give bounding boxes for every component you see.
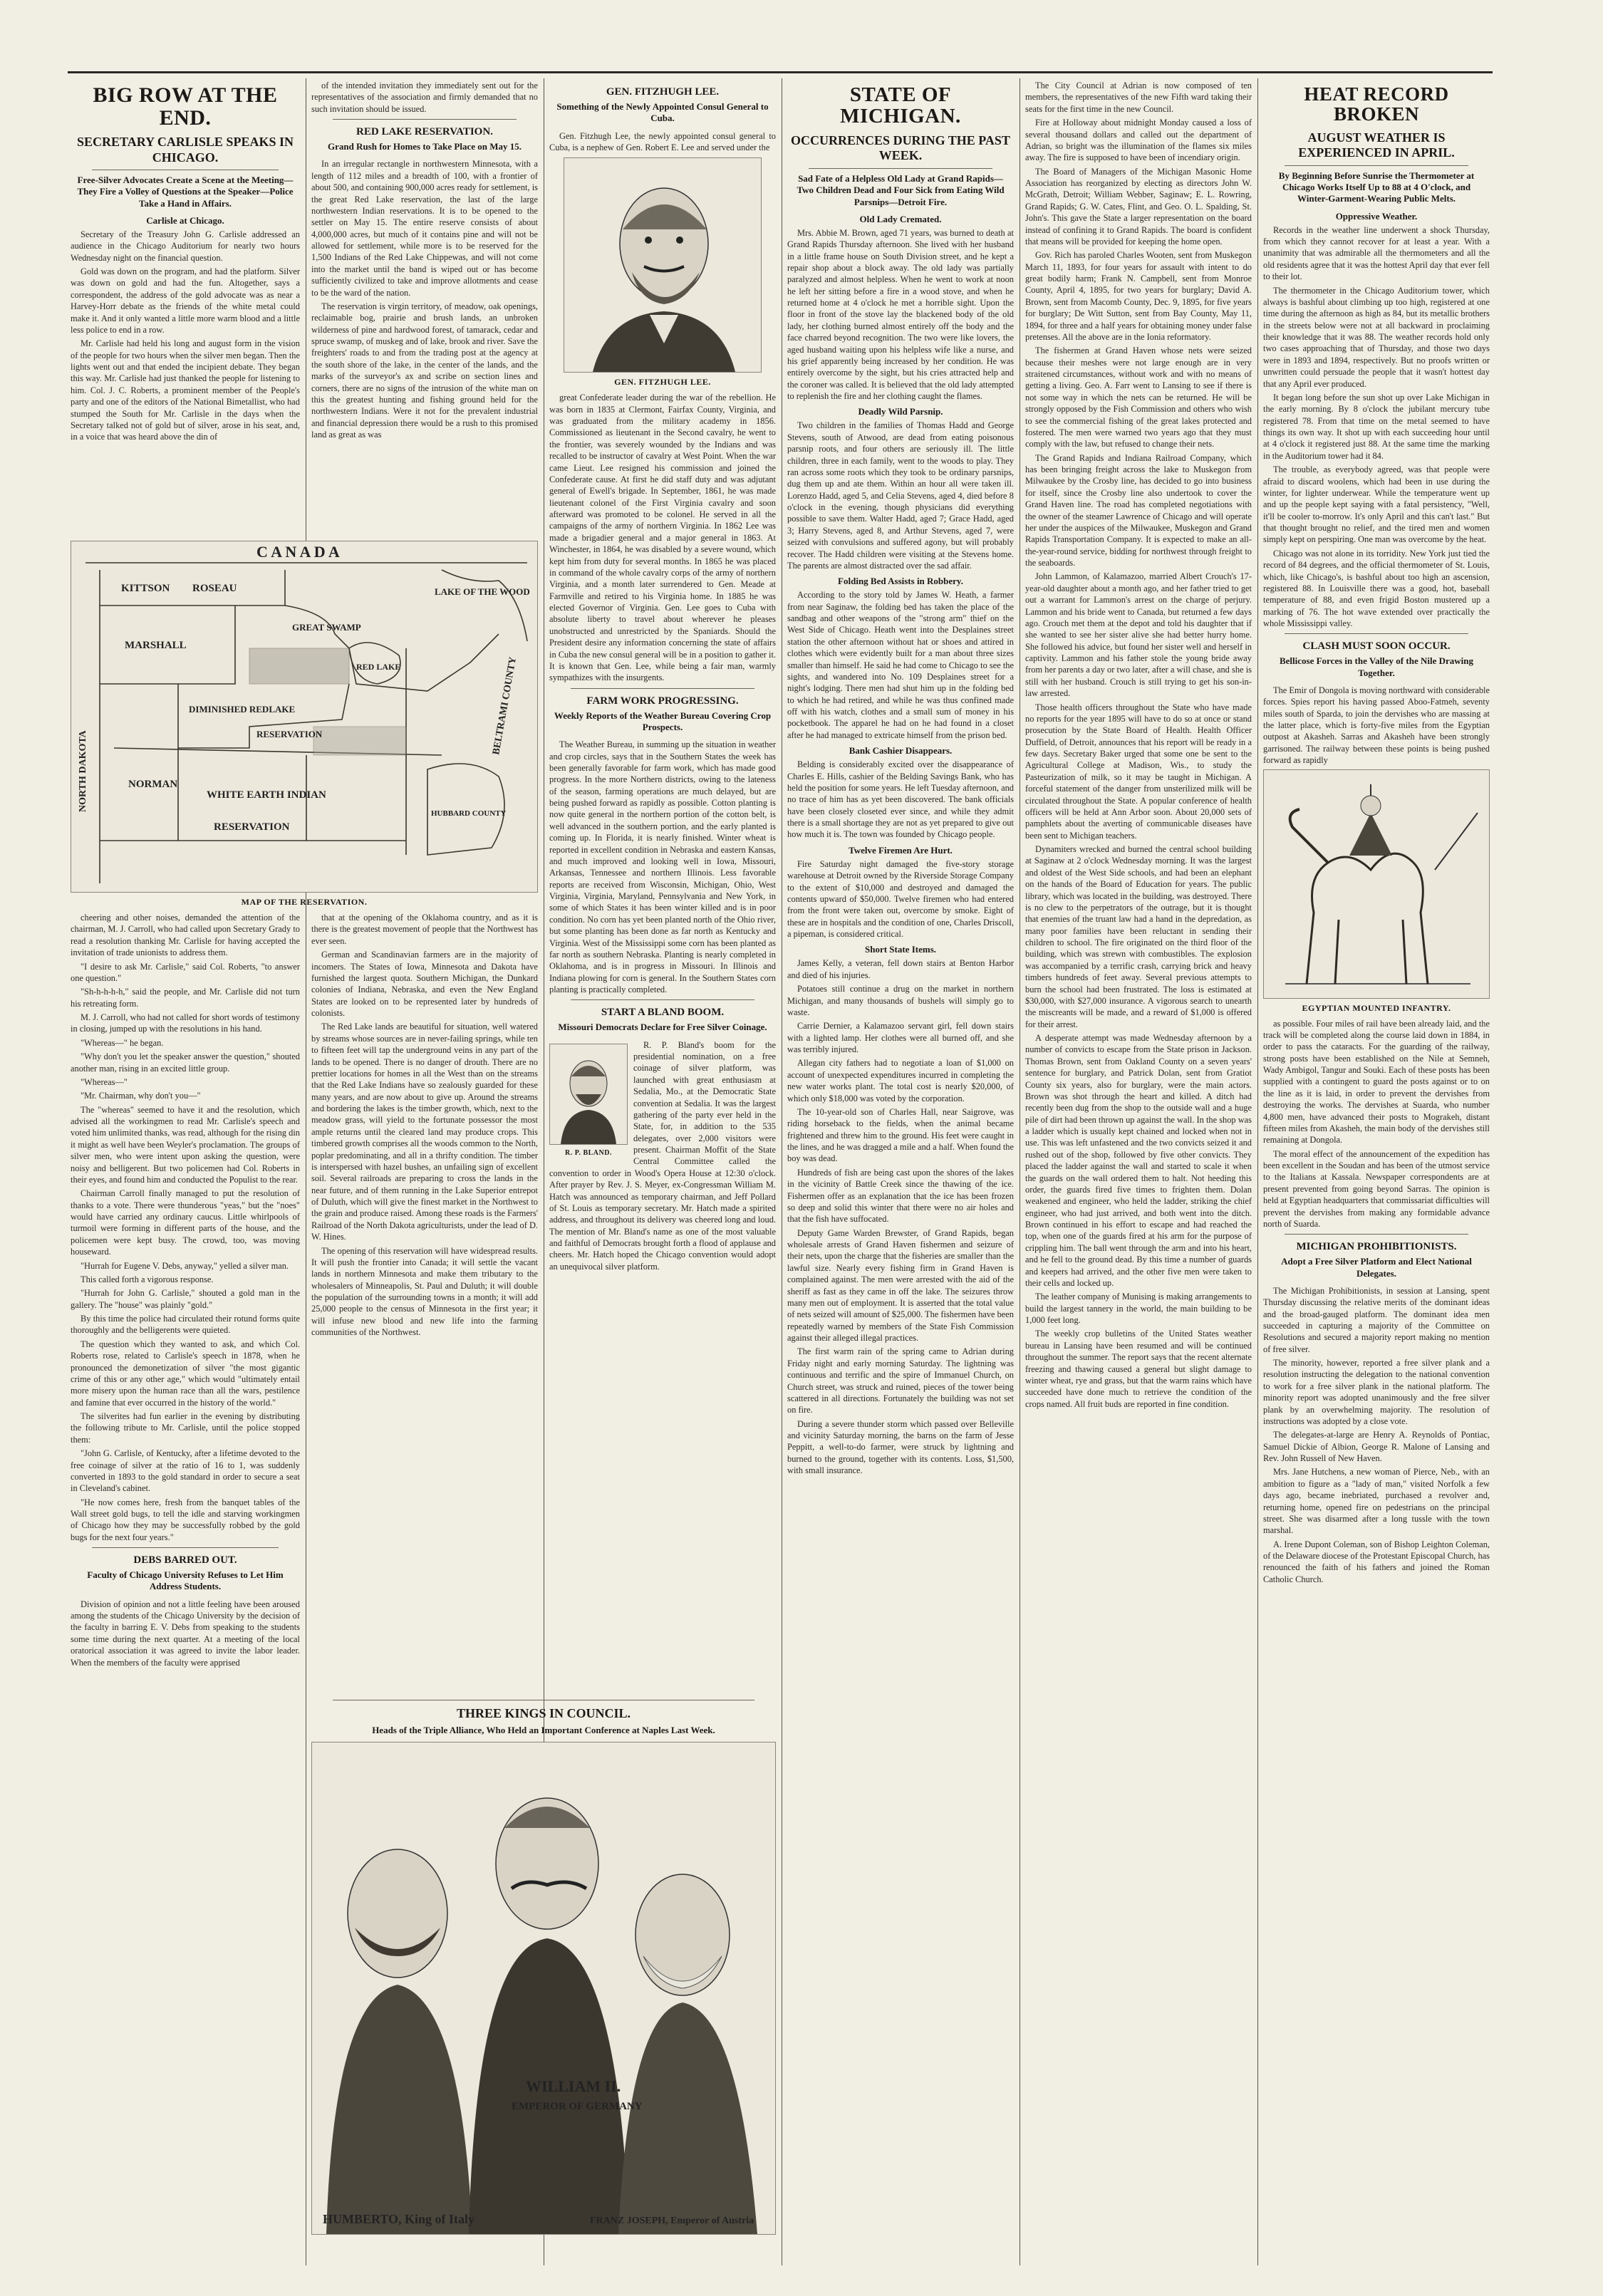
map-label-hubbard: HUBBARD COUNTY — [431, 809, 507, 818]
headline-farm: FARM WORK PROGRESSING. — [586, 695, 739, 707]
subhead-oppressive: Oppressive Weather. — [1335, 210, 1418, 222]
reservation-map — [71, 541, 538, 893]
paragraph: In an irregular rectangle in northwestern Minnesota, with a length of 112 miles and a breadth of 100, with a frontier of about 500, and containing 900,000 acres ready for settlement, is the great Red Lake reservation, the last of the large northwestern Indian reservations. It is to be opened to the settler on May 15. The entire reserve consists of about 4,000,000 acres, but much of it contains pine and will not be allowed for settlement, while more is to be reserved for the 1,500 Indians of the Red Lake Chippewas, and will not come into the market until the band is wiped out or has become sufficiently civilized to take and improve allotments and cease to be the ward of the nation. — [311, 159, 538, 298]
paragraph: The leather company of Munising is making arrangements to build the largest tannery in the world, the main building to be 1,000 feet long. — [1025, 1292, 1252, 1325]
lee-caption: GEN. FITZHUGH LEE. — [614, 377, 711, 388]
divider — [333, 119, 517, 120]
subhead-bank: Bank Cashier Disappears. — [849, 745, 953, 757]
paragraph: "Whereas—" — [81, 1076, 128, 1087]
paragraph: The question which they wanted to ask, and which Col. Roberts rose, related to Carlisle's speech in 1878, when he pronounced the demonetization of silver "the most gigantic crime of this or any other age," which would "ultimately entail more misery upon the human race than all the wars, pestilence and famine that ever occurred in the history of the world." — [71, 1339, 300, 1408]
subhead-folding-bed: Folding Bed Assists in Robbery. — [838, 576, 963, 587]
kings-illustration — [311, 1742, 776, 2235]
label-humbert: HUMBERTO, King of Italy — [323, 2211, 475, 2226]
paragraph: Hundreds of fish are being cast upon the shores of the lakes in the vicinity of Battle Creek since the thawing of the ice. Fishermen offer as an explanation that the ice has been frozen so deep and solid this winter that there were no air holes and that the fish have suffocated. — [787, 1167, 1014, 1225]
paragraph: This called forth a vigorous response. — [81, 1274, 214, 1284]
lee-engraving — [564, 158, 761, 372]
headline-heat-record: HEAT RECORD BROKEN — [1304, 83, 1449, 125]
reservation-map-figure — [71, 538, 538, 908]
bland-caption: R. P. BLAND. — [565, 1148, 612, 1157]
paragraph: Dynamiters wrecked and burned the central school building at Saginaw at 2 o'clock Wednesday morning. It was the largest and oldest of the West Side schools, and had been an elephant on the hands of the Board of Education for years. The public library, which was located in the building, was destroyed. There is no clew to the perpetrators of the outrage, but it is thought that enemies of the truant law had a hand in the depredation, as many poor families have been reluctant in sending their children to school. The fire originated on the third floor of the building, which was strewn with combustibles. The explosion was accompanied by a terrific crash, carrying brick and heavy timbers hundreds of feet away. Several previous attempts to burn the school had been frustrated. The loss is estimated at $30,000, with $27,000 insurance. A vigorous search to unearth the miscreants will be made, and a reward of $1,000 is offered for their arrest. — [1025, 844, 1252, 1029]
paragraph: great Confederate leader during the war of the rebellion. He was born in 1835 at Clermont, Fairfax County, Virginia, and was graduated from the military academy in 1856. Commissioned as lieutenant in the Second cavalry, he went to the frontier, was severely wounded by the Indians and was recalled to be instructor of cavalry at West Point. When the war came Lieut. Lee resigned his commission and joined the Confederate cause. At first he did staff duty and was adjutant general of Ewell's brigade. In September, 1861, he was made lieutenant colonel of the First Virginia cavalry and soon afterward was promoted to be colonel. He served in all the campaigns of the army of northern Virginia. In 1862 Lee was made a brigadier general and a major general in 1863. At Winchester, in 1864, he was disabled by a severe wound, which kept him from duty for several months. In 1865 he was placed in command of the whole cavalry corps of the army of northern Virginia, and a month later surrendered to Gen. Meade at Farmville and retired to his Virginia home. In 1885 he was elected Governor of Virginia. Gen. Lee goes to Cuba with absolute liberty to travel about wherever he pleases unobstructed and unrestricted by the Spaniards. Should the President desire any information concerning the state of affairs in Cuba the new consul general will be in a position to gather it. It is known that Gen. Lee, while being a fair man, warmly sympathizes with the insurgents. — [549, 393, 776, 683]
subhead-michigan: OCCURRENCES DURING THE PAST WEEK. — [791, 133, 1010, 163]
subhead-parsnip: Deadly Wild Parsnip. — [858, 406, 943, 417]
divider — [1285, 165, 1468, 166]
bland-engraving — [550, 1044, 627, 1144]
paragraph: of the intended invitation they immediately sent out for the representatives of the association and firmly demanded that no such invitation should be issued. — [311, 80, 538, 114]
paragraph: M. J. Carroll, who had not called for short words of testimony in closing, jumped up with the resolutions in his hand. — [71, 1012, 300, 1034]
paragraph: The thermometer in the Chicago Auditorium tower, which always is bashful about climbing up too high, registered at one time during the afternoon as high as 84, but its metallic brothers in the streets below were not at all backward in proclaiming their knowledge that it was 88. The weather records hold only two cases approaching that of Thursday, and those two days were in 1893 and 1894, respectively. But no proofs written or unwritten could persuade the people that it wasn't hottest day that any April ever produced. — [1263, 285, 1490, 389]
three-kings-section — [311, 1695, 776, 2262]
headline-big-row: BIG ROW AT THE END. — [93, 83, 278, 130]
column-1-bottom — [71, 912, 300, 2262]
paragraph: that at the opening of the Oklahoma country, and as it is there is the greatest movement of people that the Northwest has ever seen. — [311, 913, 538, 946]
deck-red-lake: Grand Rush for Homes to Take Place on May 15. — [327, 141, 522, 152]
deck-debs: Faculty of Chicago University Refuses to Let Him Address Students. — [87, 1569, 284, 1592]
paragraph: Fire Saturday night damaged the five-story storage warehouse at Detroit owned by the Riverside Storage Company to the extent of $10,000 and destroyed and damaged the contents upward of $50,000. Twelve firemen who had entered from the front were taken out, overcome by smoke. Eight of these are in hospitals and the condition of one, Charles Driscoll, a pipeman, is considered critical. — [787, 858, 1014, 940]
paragraph: John Lammon, of Kalamazoo, married Albert Crouch's 17-year-old daughter about a month ago, and her father tried to get out a warrant for Lammon's arrest on the charge of perjury. Lammon and his bride went to Canada, but returned a few days ago. Crouch met them at the depot and told his daughter that if she wanted to see her sister alive she had better hurry home. She followed his advice, but found her sister well and herself in captivity. Lammon and his father stole the young bride away from her parents a day or two later, after a will chase, and she is still with her husband. Crouch is still trying to get his son-in-law arrested. — [1025, 571, 1252, 699]
headline-kings: THREE KINGS IN COUNCIL. — [456, 1706, 631, 1720]
paragraph: The minority, however, reported a free silver plank and a resolution instructing the delegation to the national convention to work for a free silver plank in the national platform. The minority report was adopted unanimously and the free silver plank by an overwhelming majority. The resolution of instructions was adopted by a close vote. — [1263, 1358, 1490, 1426]
paragraph: According to the story told by James W. Heath, a farmer from near Saginaw, the folding bed has taken the place of the sandbag and other weapons of the "strong arm" thief on the West Side of Chicago. Heath went into the Desplaines street station the other afternoon without hat or shoes and attired in clothes which were evidently built for a man about three sizes smaller than himself. He said he had come to Chicago to see the sights, and wandered into No. 109 Desplaines street for a night's lodging. There men had shut him up in the folding bed to which he had retired, and while he was thus confined made off with his watch, clothes and a small sum of money in his pocketbook. The apparel he had on he had found in a closet after he had managed to extricate himself from the prison bed. — [787, 590, 1014, 740]
map-label-diminished: DIMINISHED REDLAKE — [189, 704, 296, 715]
divider — [92, 1547, 279, 1548]
paragraph: "Whereas—" he began. — [81, 1037, 164, 1048]
paragraph: "Mr. Chairman, why don't you—" — [81, 1091, 201, 1101]
paragraph: Division of opinion and not a little feeling have been aroused among the students of the Chicago University by the decision of the faculty in barring E. V. Debs from speaking to the students some time during the next quarter. At a meeting of the local oratorical association it was agreed to invite the labor leader. When the members of the faculty were apprised — [71, 1599, 300, 1668]
paragraph: Those health officers throughout the State who have made no reports for the year 1895 will have to do so at once or stand prosecution by the State Board of Health. Health Officer Duffield, of Detroit, announces that his report will be ready in a few days. Secretary Baker urged that some one be sent to the Agricultural College at Madison, Wis., to study the Pasteurization of milk, so it may be taught in Michigan. A forceful statement of the danger from unsterilized milk will be circulated throughout the State. A popular conference of health officers will be held at Ann Arbor soon. About 20,000 sets of pamphlets about the averting of communicable diseases have been sent to Michigan teachers. — [1025, 702, 1252, 841]
paragraph: Mrs. Abbie M. Brown, aged 71 years, was burned to death at Grand Rapids Thursday afternoon. She lived with her husband in a little frame house on South Division street, and he kept a repair shop about a block away. The old lady was partially paralyzed and almost helpless. When he went to work at noon he left her sitting before a fire in a wood stove, and when he returned home at 4 o'clock he met a horrible sight. Upon the floor in front of the stove lay the blackened body of the old lady, her clothing burned almost entirely off the body and the face charred beyond recognition. The two were like lovers, the aged husband waiting upon his helpless wife like a nurse, and his grief apparently being increased by her condition. He was entirely overcome by the sight, but his cries attracted help and the coroner was called. It is believed that the old lady attempted to replenish the fire and her clothing caught the flames. — [787, 227, 1014, 402]
paragraph: Deputy Game Warden Brewster, of Grand Rapids, began wholesale arrests of Grand Haven fishermen and seizure of their nets, upon the charge that the fisheries are smaller than the lawful size. Nearly every fishing firm in Grand Haven is complained against. The men were arrested with the aid of the sheriff as fast as they came in off the lake. The seizures throw many men out of employment. It is asserted that the total value of nets seized will amount of $25,000. The fishermen have been repeatedly warned by members of the State Fish Commission against their alleged illegal practices. — [787, 1227, 1014, 1344]
paragraph: The moral effect of the announcement of the expedition has been excellent in the Soudan and has been of the utmost service to the Italians at Kassala. Newspaper correspondents are at present prevented from going beyond Sarras. The opinion is held at Egyptian headquarters that commissariat difficulties will prevent the dervishes from making any formidable advance north of Suarda. — [1263, 1148, 1490, 1229]
deck-kings: Heads of the Triple Alliance, Who Held an Important Conference at Naples Last Week. — [372, 1724, 715, 1735]
subhead-short-items: Short State Items. — [864, 944, 936, 955]
portrait-lee — [564, 157, 762, 373]
map-label-roseau: ROSEAU — [192, 583, 237, 594]
headline-red-lake: RED LAKE RESERVATION. — [356, 126, 493, 138]
deck-bland: Missouri Democrats Declare for Free Silver Coinage. — [558, 1022, 767, 1033]
paragraph: The trouble, as everybody agreed, was that people were afraid to discard woolens, which had been in use during the winter, for lighter underwear. While the temperature went up and up the people kept saying with a fatal persistency, "Well, it'll be cooler to-morrow. It's only April and this can't last." But that thought brought no relief, and the tired men and women simply kept on perspiring. One man was overcome by the heat. — [1263, 464, 1490, 545]
paragraph: Allegan city fathers had to negotiate a loan of $1,000 on account of unexpected expenditures incurred in completing the new water works plant. The total cost is nearly $20,000, of which only $18,000 was voted by the corporation. — [787, 1058, 1014, 1103]
kings-engraving — [312, 1742, 775, 2234]
paragraph: A. Irene Dupont Coleman, son of Bishop Leighton Coleman, of the Delaware diocese of the Protestant Episcopal Church, has renounced the faith of his fathers and joined the Roman Catholic Church. — [1263, 1539, 1490, 1584]
paragraph: Chicago was not alone in its torridity. New York just tied the record of 84 degrees, and the official thermometer of St. Louis, which, like Chicago's, is bashful about too high an ascension, registered 88. In Louisville there was a good, hot, baseball temperature of 88, and even frigid Boston mustered up a marking of 76. The hot wave extended over practically the whole Mississippi valley. — [1263, 548, 1490, 628]
column-4 — [787, 80, 1014, 2260]
newspaper-page — [68, 71, 1493, 2265]
paragraph: The delegates-at-large are Henry A. Reynolds of Pontiac, Samuel Dickie of Albion, George R. Malone of Lansing and Rev. John Russell of New Haven. — [1263, 1430, 1490, 1463]
map-label-great-swamp: GREAT SWAMP — [292, 622, 361, 633]
egypt-caption: EGYPTIAN MOUNTED INFANTRY. — [1302, 1002, 1451, 1013]
map-label-lake-of-woods: LAKE OF THE WOOD — [435, 586, 530, 597]
paragraph: Mrs. Jane Hutchens, a new woman of Pierce, Neb., with an ambition to figure as a "lady of man," visited Norfolk a few days ago, became inebriated, purchased a revolver and, returning home, opened fire on pedestrians on the principal street. She was disarmed after a long tussle with the town marshal. — [1263, 1467, 1490, 1536]
map-label-north-dakota: NORTH DAKOTA — [78, 730, 88, 812]
paragraph: "He now comes here, fresh from the banquet tables of the Wall street gold bugs, to tell the idle and starving workingmen of Chicago how they may be successfully robbed by the gold bugs for the next four years." — [71, 1497, 300, 1542]
paragraph: as possible. Four miles of rail have been already laid, and the track will be completed along the course laid down in 1884, in order to pass the cataracts. For the guarding of the railway, strong posts have been established on the Nile at Semneh, Wady Ambigol, Tangur and Souki. Each of these posts has been supplied with a contingent to guard the posts against or to on the line as it is laid, in order to prevent the dervishes from destroying the works. The dervishes at Suarda, who number 4,800 men, have advanced their posts to Mograkeh, distant fifteen miles from Akasheh, the main body of the dervishes still remaining at Dongola. — [1263, 1018, 1490, 1146]
paragraph: Carrie Dernier, a Kalamazoo servant girl, fell down stairs with a lighted lamp. Her clothes were all burned off, and she was terribly injured. — [787, 1021, 1014, 1055]
paragraph: The reservation is virgin territory, of meadow, oak openings, reclaimable bog, prairie and brush lands, an unbroken wilderness of pine and hardwood forest, of tamarack, cedar and spruce swamp, of muskeg and of lake, brook and river. Save the freighters' roads to and from the trading post at the agency at the south shore of the lake, in the center of the lands, and the marks of the surveyor's ax and scribe on section lines and corners, there are no signs of the intrusion of the white man on this the greatest hunting and fishing ground held for the northwestern Indians. Were it not for the prevalent industrial and financial depression there would be a rush to this promised land as great as was — [311, 301, 538, 440]
subhead-carlisle: SECRETARY CARLISLE SPEAKS IN CHICAGO. — [77, 135, 294, 165]
camel-engraving — [1264, 770, 1489, 998]
subhead-old-lady: Old Lady Cremated. — [859, 213, 942, 224]
column-3 — [549, 80, 776, 1693]
paragraph: The Emir of Dongola is moving northward with considerable forces. Spies report his having passed Aboo-Fatmeh, seventy miles south of Sparda, to join the dervishes who are massing at the latter place, which is forty-five miles from the Egyptian outpost at Akasheh. Sarras and Akasheh have been strongly garrisoned. The railway between these points is being pushed forward as rapidly — [1263, 685, 1490, 766]
paragraph: "Why don't you let the speaker answer the question," shouted another man, rising in an excited little group. — [71, 1051, 300, 1074]
paragraph: Gen. Fitzhugh Lee, the newly appointed consul general to Cuba, is a nephew of Gen. Robert E. Lee and served under the — [549, 130, 776, 152]
paragraph: Gold was down on the program, and had the platform. Silver was down on gold and had the fun. Altogether, says a correspondent, the address of the gold advocate was as near a Harvey-Horr debate as the friends of the white metal could make it. And it only wanted a little more warm blood and a little less police to end in a row. — [71, 266, 300, 335]
paragraph: The Weather Bureau, in summing up the situation in weather and crop circles, says that in the Southern States the week has been generally favorable for farm work, which has made good progress. In the more Northern districts, owing to the lateness of the season, farming operations are much delayed, but are being pushed forward as rapidly as possible. Cotton planting is now quite general in the northern portion of the cotton belt, is well advanced in the southern portion, and the early planted is coming up. In Florida, it is nearly finished. Winter wheat is reported in excellent condition in Nebraska and eastern Kansas, and much improved and looking well in Iowa, Missouri, Arkansas, Tennessee and northern Illinois. Less favorable reports are received from Wisconsin, Michigan, Ohio, West Virginia, Virginia, Maryland, Pennsylvania and New York, in some of which States it has been winter killed and is in poor condition. No corn has yet been planted north of the Ohio river, but some planting has been done as far north as Kentucky and Virginia. West of the Mississippi some corn has been planted as far north as southern Nebraska. Planting is nearly completed in Oklahoma, and is in progress in Missouri. In Illinois and Indiana plowing for corn is general. In the Southern States corn planting is practically completed. — [549, 739, 776, 994]
paragraph: James Kelly, a veteran, fell down stairs at Benton Harbor and died of his injuries. — [787, 958, 1014, 980]
map-caption: MAP OF THE RESERVATION. — [241, 897, 368, 907]
paragraph: cheering and other noises, demanded the attention of the chairman, M. J. Carroll, who had called upon Secretary Grady to read a resolution thanking Mr. Carlisle for having accepted the invitation of trade unionists to address them. — [71, 913, 300, 958]
paragraph: During a severe thunder storm which passed over Belleville and vicinity Saturday morning, the barns on the farm of Jesse Peppitt, a well-to-do farmer, were struck by lightning and burned to the ground, together with its contents. Loss, $1,500, with small insurance. — [787, 1418, 1014, 1476]
column-5 — [1025, 80, 1252, 2260]
deck-farm: Weekly Reports of the Weather Bureau Covering Crop Prospects. — [554, 710, 772, 732]
column-1-top — [71, 80, 300, 536]
deck-clash: Bellicose Forces in the Valley of the Nile Drawing Together. — [1279, 655, 1473, 678]
label-william: WILLIAM II. — [526, 2077, 621, 2095]
divider — [571, 999, 754, 1000]
divider — [571, 688, 754, 689]
paragraph: The weekly crop bulletins of the United States weather bureau in Lansing have been resumed and will be continued throughout the summer. The report says that the recent alternate freezing and thawing caused a general but slight damage to winter wheat, rye and grass, but that the warm rains which have succeeded have done much to retrieve the condition of the crops named. All fruit buds are reported in fine condition. — [1025, 1329, 1252, 1409]
paragraph: "Sh-h-h-h-h," said the people, and Mr. Carlisle did not turn his retreating form. — [71, 987, 300, 1009]
label-william-title: EMPEROR OF GERMANY — [512, 2100, 643, 2112]
paragraph: "Hurrah for Eugene V. Debs, anyway," yelled a silver man. — [81, 1260, 289, 1271]
map-label-canada: C A N A D A — [256, 543, 340, 561]
headline-lee: GEN. FITZHUGH LEE. — [606, 86, 720, 98]
headline-michigan: STATE OF MICHIGAN. — [840, 83, 961, 128]
subhead-heat: AUGUST WEATHER IS EXPERIENCED IN APRIL. — [1298, 130, 1455, 160]
map-label-reservation-2: RESERVATION — [214, 821, 290, 833]
map-label-kittson: KITTSON — [121, 583, 170, 594]
divider — [809, 168, 992, 169]
map-label-reservation: RESERVATION — [256, 729, 323, 739]
divider — [1285, 633, 1468, 634]
egyptian-infantry-illustration — [1263, 769, 1490, 999]
deck-heat: By Beginning Before Sunrise the Thermometer at Chicago Works Itself Up to 88 at 4 O'clock, and Winter-Garment-Wearing Public Melts. — [1278, 170, 1475, 204]
paragraph: Two children in the families of Thomas Hadd and George Stevens, south of Atwood, are dead from eating poisonous parsnip roots, and four others are seriously ill. The little children, three in each family, went to the woods to play. They ran across some roots which they took to be ordinary parsnips, dug them up and ate them. Within an hour all were taken ill. Lorenzo Hadd, aged 5, and Celia Stevens, aged 4, died before 8 o'clock in the evening, though physicians did everything possible to save them. Walter Hadd, aged 7; Grace Hadd, aged 3; Harry Stevens, aged 8, and Arthur Stevens, aged 7, were seized with convulsions and suffered agony, but will probably recover. The Hadd children were visiting at the Stevens home. The parents are almost distracted over the sad affair. — [787, 420, 1014, 571]
paragraph: "John G. Carlisle, of Kentucky, after a lifetime devoted to the free coinage of silver at the ratio of 16 to 1, was suddenly converted in 1893 to the gold standard in order to secure a seat in Cleveland's cabinet. — [71, 1448, 300, 1494]
paragraph: Gov. Rich has paroled Charles Wooten, sent from Muskegon March 11, 1893, for four years for assault with intent to do great bodily harm; Frank N. Campbell, sent from Monroe County, April 4, 1895, for two years for burglary; David A. Brown, sent from Macomb County, Dec. 9, 1895, for five years for burglary; De Witt Sutton, sent from Bay County, May 11, 1894, for three and a half years for obtaining money under false pretenses. All the above are in the Ionia reformatory. — [1025, 250, 1252, 342]
paragraph: Belding is considerably excited over the disappearance of Charles E. Hills, cashier of the Belding Savings Bank, who has held the position for some years. He left Tuesday afternoon, and no trace of him has as yet been discovered. The bank officials have been closely closeted ever since, and while they admit there is a small shortage they are not as yet prepared to give out how much it is. The town was founded by Chicago people. — [787, 759, 1014, 840]
dateline-carlisle: Carlisle at Chicago. — [146, 214, 224, 226]
map-label-white-earth: WHITE EARTH INDIAN — [207, 789, 326, 801]
bland-portrait-box — [549, 1041, 628, 1161]
paragraph: "Hurrah for John G. Carlisle," shouted a gold man in the gallery. The "house" was plainly "gold." — [71, 1288, 300, 1310]
headline-debs: DEBS BARRED OUT. — [133, 1554, 237, 1567]
column-2-top — [311, 80, 538, 532]
paragraph: Chairman Carroll finally managed to put the resolution of thanks to a vote. There were thunderous "yeas," but the "noes" would have carried any ordinary caucus. Little whirlpools of turmoil were forming in different parts of the house, and the policemen were kept busy. The crowd, too, was moving houseward. — [71, 1188, 300, 1257]
map-label-marshall: MARSHALL — [125, 640, 187, 651]
headline-clash: CLASH MUST SOON OCCUR. — [1302, 640, 1451, 653]
paragraph: The first warm rain of the spring came to Adrian during Friday night and early morning Saturday. The lightning was continuous and terrific and the spire of Immanuel Church, on Church street, was struck and ruined, pieces of the tower being scattered in all directions. Fortunately the building was not set on fire. — [787, 1346, 1014, 1415]
deck-lee: Something of the Newly Appointed Consul General to Cuba. — [556, 101, 769, 124]
paragraph: Mr. Carlisle had held his long and august form in the vision of the people for two hours when the silver men began. Then the lights went out and that ended the incipient debate. They began this way. Mr. Carlisle had just thanked the people for listening to him. Col. J. C. Roberts, a prominent member of the People's party and one of the editors of the National Bimetallist, who had stumped the South for Mr. Carlisle in the days when the Secretary talked not of gold but of silver, arose in his seat, and, in a voice that was heard above the din of — [71, 338, 300, 442]
label-franz-joseph: FRANZ JOSEPH, Emperor of Austria — [590, 2215, 754, 2226]
paragraph: Fire at Holloway about midnight Monday caused a loss of several thousand dollars and called out the department of Adrian, so bright was the illumination of the flames six miles away. The fire is supposed to have been of incendiary origin. — [1025, 118, 1252, 163]
paragraph: Records in the weather line underwent a shock Thursday, from which they cannot recover for at least a year. With a unanimity that was admirable all the thermometers and all the old residents agree that it was the hottest April day that ever fell to their lot. — [1263, 224, 1490, 282]
map-label-red-lake: RED LAKE — [356, 662, 401, 672]
paragraph: The Michigan Prohibitionists, in session at Lansing, spent Thursday discussing the relative merits of the dominant ideas and the broad-gauged platform. The dominant idea men succeeded in capturing a majority of the Committee on Resolutions and secured a majority report making no mention of free silver. — [1263, 1285, 1490, 1354]
paragraph: It began long before the sun shot up over Lake Michigan in the early morning. By 8 o'clock the jubilant mercury tube registered 78. From that time on the metal seemed to have things its own way. It shot up with each succeeding hour until at 4 o'clock it registered just 88. At the same time the marking in the Auditorium tower had it 84. — [1263, 392, 1490, 461]
column-rule — [1257, 78, 1258, 2265]
paragraph: The "whereas" seemed to have it and the resolution, which advised all the workingmen to read Mr. Carlisle's speech and voted him unlimited thanks, was read, although for the rising din it might as well have been Weyler's proclamation. The groups of silver men, who were intent upon asking the question, were noisy and belligerent. But two policemen had Col. Roberts in their eyes, and found him and conducted the Populist to the rear. — [71, 1104, 300, 1185]
headline-prohibitionists: MICHIGAN PROHIBITIONISTS. — [1296, 1241, 1457, 1253]
top-rule — [68, 71, 1493, 73]
paragraph: The fishermen at Grand Haven whose nets were seized because their meshes were not large enough are in very straitened circumstances, without work and with no means of getting a living. Geo. A. Farr went to Lansing to see if there is not some way in which the nets can be returned. He will be strongly opposed by the Fish Commission and others who wish to see the commercial fishing of the great lakes protected and fostered. The men were warned two years ago that they must comply with the law, but refused to change their nets. — [1025, 346, 1252, 450]
paragraph: A desperate attempt was made Wednesday afternoon by a number of convicts to escape from the State prison in Jackson. Thomas Brown, sent from Oakland County on a seven years' sentence for burglary, and Patrick Dolan, sent from Gratiot County six years, also for burglary, were the main actors. Brown was shot through the heart and killed. A ditch had recently been dug from the shop to the outside wall and a huge pile of dirt had been thrown up against the wall. In the shop was a ladder which is usually kept chained and locked when not in use. This was left unfastened and the two convicts seized it and rushed out of the shop, followed by five other convicts. They placed the ladder against the wall and started to scale it when the guards on the wall ordered them to halt. Not heeding this order, the guards fired five times to frighten them. Dolan weakened and engineer, who held the ladder, striking the chief engineer, who had just arrived, and both went into the ditch. Brown continued in his effort to escape and had reached the top, when one of the guards fired at his arm for the purpose of crippling him. The ball went through the arm and into his heart, and he fell to the ground dead. By this time a number of guards and keepers had arrived, and the other five men were taken to their cells and locked up. — [1025, 1033, 1252, 1288]
column-2-bottom — [311, 912, 538, 1688]
portrait-bland — [549, 1044, 628, 1145]
paragraph: Secretary of the Treasury John G. Carlisle addressed an audience in the Chicago Auditorium for nearly two hours Wednesday night on the financial question. — [71, 229, 300, 263]
divider — [1285, 1234, 1468, 1235]
paragraph: The Grand Rapids and Indiana Railroad Company, which has been bringing freight across the lake to Muskegon from Milwaukee by the Crosby line, has decided to go into business for itself, since the Crosby line also undertook to cover the Grand Haven line. The road has completed negotiations with the owner of the steamer Lawrence of Chicago and will operate her under the auspices of the Milwaukee, Muskegon and Grand Rapids Transportation Company. It is expected to make an all-the-year-round service, bidding for northwest through freight to the seaboards. — [1025, 452, 1252, 568]
paragraph: The 10-year-old son of Charles Hall, near Saigrove, was riding horseback to the fields, when the animal became frightened and threw him to the ground. His feet were caught in the lines, and he was dragged a mile and a half. When found the boy was dead. — [787, 1106, 1014, 1164]
map-label-norman: NORMAN — [128, 779, 178, 790]
paragraph: The City Council at Adrian is now composed of ten members, the representatives of the new Fifth ward taking their seats for the first time in the new Council. — [1025, 80, 1252, 114]
deck-prohibitionists: Adopt a Free Silver Platform and Elect National Delegates. — [1281, 1256, 1472, 1279]
paragraph: "I desire to ask Mr. Carlisle," said Col. Roberts, "to answer one question." — [71, 961, 300, 983]
headline-bland: START A BLAND BOOM. — [601, 1007, 725, 1019]
deck-michigan: Sad Fate of a Helpless Old Lady at Grand Rapids—Two Children Dead and Four Sick from Eating Wild Parsnips—Detroit Fire. — [797, 173, 1005, 207]
paragraph: R. P. Bland's boom for the presidential nomination, on a free coinage of silver platform, was launched with great enthusiasm at Sedalia, Mo., at the Democratic State convention at Sedalia. It was the largest gathering of the party ever held in the State, for, in addition to the 535 delegates, over 2,000 visitors were present. Chairman Moffit of the State Central Committee called the convention to order in Wood's Opera House at 12:30 o'clock. After prayer by Rev. J. S. Meyer, ex-Congressman William M. Hatch was announced as temporary chairman, and Jeff Pollard of St. Louis as temporary secretary. Mr. Hatch made a spirited address, and throughout its delivery was cheered long and loud. The mention of Mr. Bland's name as one of the most valuable and faithful of Democrats brought forth a flood of applause and cheers. Mr. Hatch hoped the Chicago convention would adopt an unequivocal silver platform. — [549, 1039, 776, 1272]
deck-carlisle: Free-Silver Advocates Create a Scene at the Meeting—They Fire a Volley of Questions at the Speaker—Police Take a Hand in Affairs. — [77, 175, 294, 209]
paragraph: By this time the police had circulated their rotund forms quite thoroughly and the belligerents were quieted. — [71, 1314, 300, 1336]
column-6 — [1263, 80, 1490, 2260]
subhead-firemen: Twelve Firemen Are Hurt. — [849, 844, 953, 856]
paragraph: The Board of Managers of the Michigan Masonic Home Association has reorganized by electing as directors John W. McGrath, Detroit; William Webber, Saginaw; E. L. Rowring, Grand Rapids; G. W. Cates, Flint, and Geo. O. L. Spalding, St. John's. This gave the State a larger representation on the board instead of confining it to Grand Rapids. The board is confident that means will be provided for keeping the home open. — [1025, 166, 1252, 246]
paragraph: German and Scandinavian farmers are in the majority of incomers. The States of Iowa, Minnesota and Dakota have furnished the largest quota. Southern Michigan, the Dunkard colonies of Indiana, Nebraska, and even the New England States are looked on to be represented later by hundreds of colonists. — [311, 950, 538, 1018]
paragraph: The opening of this reservation will have widespread results. It will push the frontier into Canada; it will settle the vacant lands in northern Minnesota and make them tributary to the wholesalers of Minneapolis, St. Paul and Duluth; it will double the population of the surrounding towns in a month; it will add 25,000 people to the census of Minnesota in the first year; it will infuse new blood and new life into the farming communities of the Northwest. — [311, 1245, 538, 1338]
paragraph: The silverites had fun earlier in the evening by distributing the following tribute to Mr. Carlisle, until the police stopped them: — [71, 1411, 300, 1445]
paragraph: Potatoes still continue a drug on the market in northern Michigan, and many thousands of bushels will simply go to waste. — [787, 984, 1014, 1017]
map-label-beltrami: BELTRAMI COUNTY — [491, 656, 519, 756]
paragraph: The Red Lake lands are beautiful for situation, well watered by streams whose sources are in never-failing springs, while ten to fifteen feet will tap the underground veins in any part of the lands to be opened. There is no danger of drouth. There are no prettier locations for homes in all the West than on the streams that the Red Lake Indians have so zealously guarded for these many years, and are now about to give up. Around the streams and bordering the lakes is the timber growth, which, next to the meadow grass, will yield to the fortunate possessor the most ample returns until the cleared land may produce crops. This timbered growth comprises all the woods common to the North, poplar predominating, and all in a thrifty condition. The timber is interspersed with hazel bushes, an unfailing sign of excellent soil. Several railroads are preparing to cross the lands in the near future, and of them running in the Lake Superior entrepot of Duluth, which will give the finest market in the Northwest to the grain and produce raised. Among these roads is the Farmers' Railroad of the North Dakota agriculturists, under the lead of D. W. Hines. — [311, 1022, 538, 1242]
map-drawing — [71, 541, 537, 892]
